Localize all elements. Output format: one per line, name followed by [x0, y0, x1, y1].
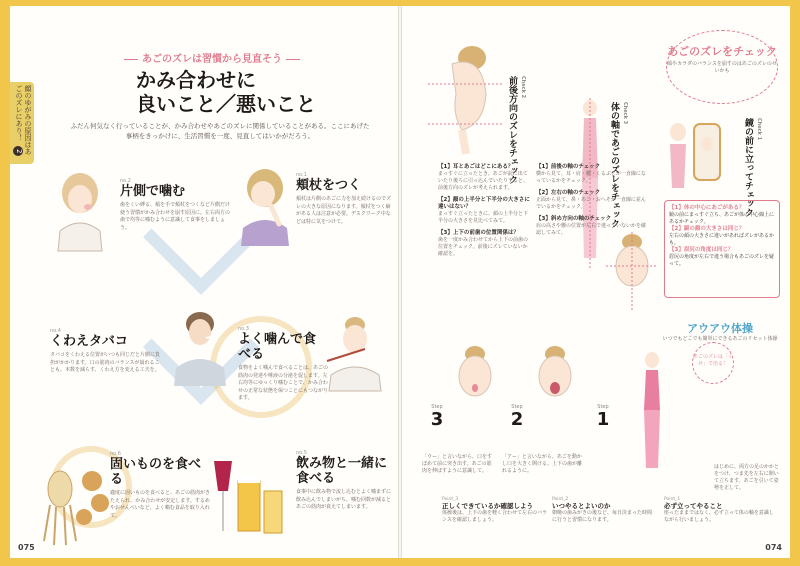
step-number: 2 — [510, 409, 524, 430]
item-with-drinks — [296, 450, 392, 512]
profile-face-illustration — [422, 44, 502, 154]
bubble-title: あごのズレをチェック — [667, 45, 777, 58]
step-label: Step — [597, 404, 609, 410]
answer: 正面から見て、鼻・あご・おへそが一直線に並んでいるかをチェック。 — [536, 197, 646, 210]
step-1-text: はじめに、両方の足のかかとをつけ、つま先を左右に開いて立ちます。あごを引いて姿勢を正して。 — [714, 464, 780, 491]
aiu-title: アウアウ体操 — [687, 322, 753, 335]
question: 【1】耳とあごはどこにある？ — [438, 164, 514, 170]
item-title: 固いものを食べる — [110, 457, 202, 487]
face-step2-illustration — [530, 344, 580, 404]
check-text: 体の軸であごのズレをチェック — [609, 102, 619, 228]
item-body: 適度に固いものを食べると、あごの筋肉がきたえられ、かみ合わせが安定します。するめやおせんべいなど、よく噛む食品を取り入れて。 — [110, 490, 211, 519]
axis-questions — [536, 164, 646, 242]
item-body: 食事中に飲み物で流し込むとよく噛まずに飲み込んでしまいがち。噛む回数が減るとあごの筋肉が衰えてしまいます。 — [296, 489, 392, 510]
item-title: 片側で噛む — [120, 184, 186, 199]
page-title — [136, 68, 316, 116]
question: 【1】前後の軸のチェック — [536, 164, 601, 170]
answer: 肩の高さや腰の位置が左右で違っていないかを確認してみて。 — [536, 223, 647, 236]
item-body: 頬杖は片側のあごに力を加え続けるのでズレの大きな原因になります。頬杖をつく癖がある人は注意が必要。デスクワーク中などは特に気をつけて。 — [296, 196, 392, 225]
step-label: Step — [431, 404, 443, 410]
check-text: 鏡の前に立ってチェック — [743, 118, 753, 217]
question: 【3】斜め方向の軸のチェック — [536, 216, 612, 222]
side-tab — [10, 82, 34, 164]
point-heading: 正しくできているか確認しよう — [442, 502, 533, 510]
check-text: 前後方向のズレをチェック — [507, 76, 517, 184]
point-1 — [664, 496, 774, 524]
step-2 — [502, 404, 532, 430]
step-3 — [422, 404, 452, 430]
check-bubble — [666, 30, 778, 104]
question: 【2】鏡の顔の大きさは同じ？ — [669, 226, 745, 232]
check-label: Check 3 — [622, 102, 628, 125]
point-heading: いつやるとよいのか — [552, 502, 611, 510]
item-title: くわえタバコ — [50, 334, 128, 349]
answer: まっすぐ立ったときに、顔の上半分と下半分の大きさを見比べてみて。 — [438, 211, 529, 224]
step-1 — [588, 404, 618, 430]
item-body: 食物をよく噛んで食べることは、あごの筋肉の発達や唾液の分泌を促します。左右均等にゆっくり噛むことで、かみ合わせの正常な状態を保つことにもつながります。 — [238, 365, 329, 401]
item-one-side-chewing — [120, 178, 230, 232]
point-text: 座ったままではなく、必ず立って体の軸を意識しながら行いましょう。 — [664, 510, 774, 523]
item-number: no.2 — [120, 178, 131, 184]
point-heading: 必ず立ってやること — [664, 502, 723, 510]
question: 【2】顔の上半分と下半分の大きさに違いはない？ — [438, 197, 530, 210]
point-text: 体操後は、上下の歯を軽く合わせて左右のバランスを確認しましょう。 — [442, 510, 548, 523]
item-number: no.5 — [296, 450, 307, 456]
squid-and-crackers-illustration — [40, 461, 110, 551]
step-number: 1 — [596, 409, 610, 430]
answer: 眉尻の角度が左右で違う場合もあごのズレを疑って。 — [669, 254, 775, 267]
right-page — [402, 6, 790, 558]
answer: 左右の顔の大きさに違いがあればズレがあるかも。 — [669, 233, 775, 246]
bubble-sub: 顔やカラダのバランスを崩すのはあごのズレのせいかも — [667, 61, 777, 74]
item-title: よく噛んで食べる — [238, 332, 317, 362]
step-3-text: 「ウー」と言いながら、口をすぼめて前に突き出す。あごの筋肉を伸ばすように意識して。 — [422, 454, 493, 474]
mid-questions — [438, 164, 530, 263]
standing-woman-exercise-illustration — [632, 350, 672, 470]
check-label: Check 1 — [756, 118, 762, 141]
step-label: Step — [511, 404, 523, 410]
item-title: 頬杖をつく — [296, 178, 362, 193]
step-number: 3 — [430, 409, 444, 430]
left-page — [10, 6, 398, 558]
title-line-2: 良いこと／悪いこと — [136, 92, 316, 116]
aiu-sub: いつでもどこでも簡単にできるあごのリセット体操 — [662, 336, 778, 342]
question: 【3】上下の前歯の位置関係は？ — [438, 230, 519, 236]
answer: まっすぐに立ったとき、あごが前に出ていたり後ろに引っ込んでいたりすると、前後方向のズレが考えられます。 — [438, 171, 529, 191]
eyebrow: あごのズレは習慣から見直そう — [120, 50, 304, 65]
item-number: no.1 — [296, 172, 307, 178]
man-smoking-illustration — [170, 306, 230, 386]
title-line-1: かみ合わせに — [136, 68, 256, 92]
magazine-spread — [10, 6, 790, 558]
point-label: Point_1 — [664, 497, 681, 502]
point-label: Point_2 — [552, 497, 569, 502]
point-text: 朝晩の歯みがきの後など、毎日決まった時間に行うと習慣になります。 — [552, 510, 653, 523]
front-face-grid-illustration — [602, 232, 662, 312]
item-hard-food — [110, 451, 210, 520]
face-step3-illustration — [450, 344, 500, 404]
answer: 横から見て、耳・肩・腰・くるぶしが一直線になっているかをチェック。 — [536, 171, 646, 184]
check-box — [664, 200, 780, 298]
item-number: no.6 — [110, 451, 121, 457]
woman-eating-illustration — [325, 311, 395, 391]
question: 【3】眉尻の角度は同じ？ — [669, 247, 734, 253]
page-number: 075 — [18, 543, 35, 552]
page-number: 074 — [765, 543, 782, 552]
item-body: タバコをくわえる位置がいつも同じだと片側に負担がかかります。口の筋肉のバランスが崩れることも。本数を減らす、くわえ方を変える工夫を。 — [50, 352, 160, 373]
ring-note: あごのズレは「くせ」で治る！ — [692, 342, 734, 384]
question: 【2】左右の軸のチェック — [536, 190, 601, 196]
item-number: no.4 — [50, 328, 61, 334]
side-tab-text: 顔のゆがみの原因はあごのズレにあり！ — [15, 85, 32, 155]
aiu-exercise-heading — [658, 320, 782, 360]
step-2-text: 「アー」と言いながら、あごを動かし口を大きく開ける。上下の歯が離れるように。 — [502, 454, 583, 474]
item-cigarette — [50, 328, 160, 375]
answer: 歯を一度かみ合わせてから上下の前歯の位置をチェック。前後にズレていないか確認を。 — [438, 237, 529, 257]
point-3 — [442, 496, 548, 524]
point-2 — [552, 496, 652, 524]
answer: 鏡の前にまっすぐ立ち、あごが体の中心線上にあるかチェック。 — [669, 212, 775, 225]
mirror-woman-illustration — [664, 118, 724, 198]
point-label: Point_3 — [442, 497, 459, 502]
drinks-illustration — [210, 451, 290, 541]
lead-text: ふだん何気なく行っていることが、かみ合わせやあごのズレに関係していることがある。ここにあげた事柄をきっかけに、生活習慣を一度、見直してはいかがだろう。 — [70, 122, 370, 140]
item-number: no.3 — [238, 326, 249, 332]
woman-resting-cheek-illustration — [235, 166, 295, 246]
item-chew-well — [238, 326, 328, 403]
item-body: 歯をくい縛る、頬を手で頬杖をつくなど片側だけ使う習慣がかみ合わせを崩す原因に。左右両方の歯で均等に噛むように意識して食事をしましょう。 — [120, 202, 231, 231]
question: 【1】体の中心にあごがある？ — [669, 205, 745, 211]
item-title: 飲み物と一緒に食べる — [296, 456, 388, 486]
check-label: Check 2 — [520, 76, 526, 99]
item-cheek-resting — [296, 172, 392, 226]
woman-chewing-illustration — [50, 171, 110, 251]
side-tab-number: 2 — [13, 146, 23, 156]
